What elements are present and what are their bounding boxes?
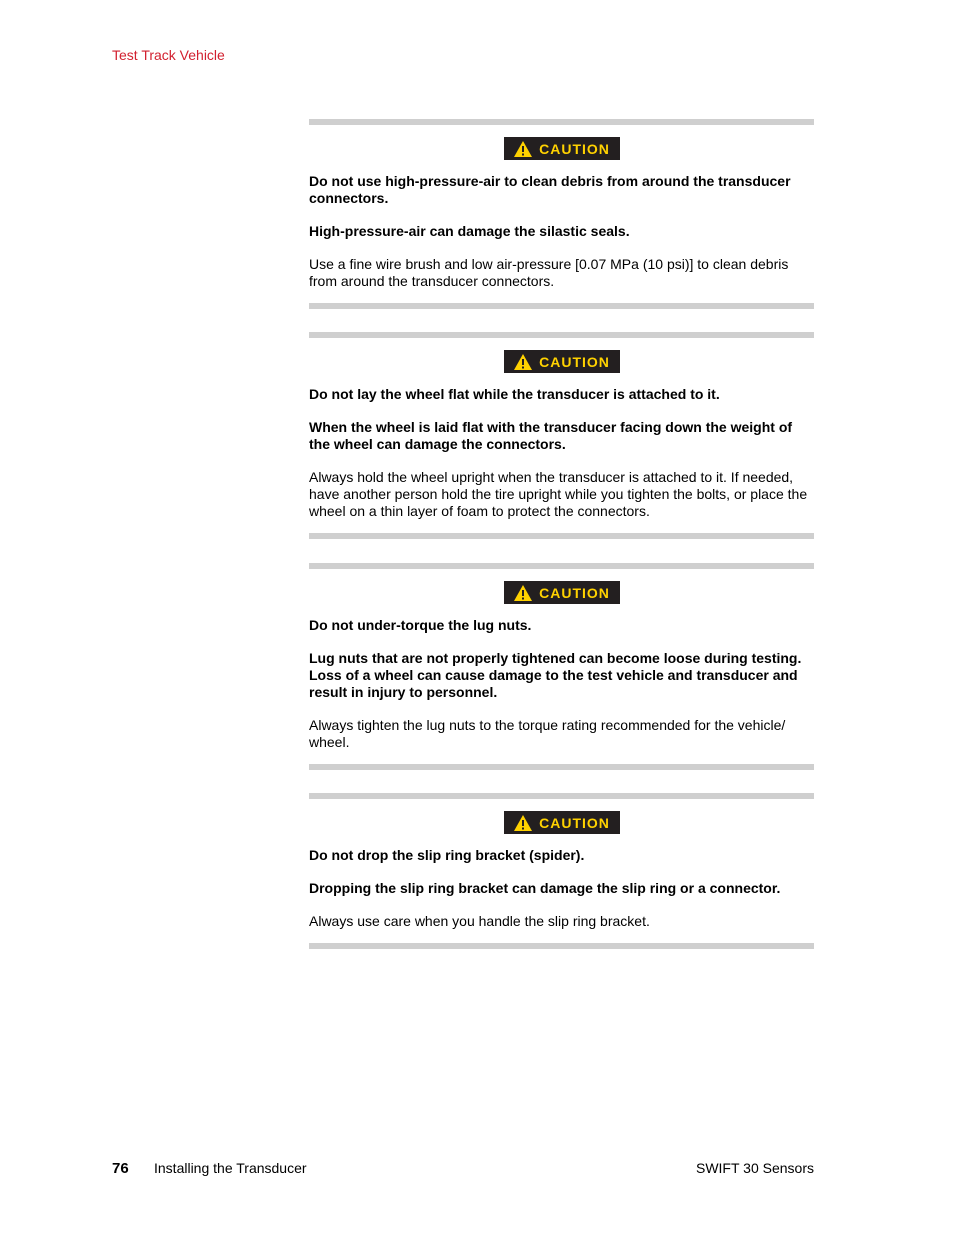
caution-badge [504, 811, 620, 834]
warning-triangle-icon [513, 353, 533, 371]
caution-block-2 [309, 332, 814, 539]
caution-instruction: Always tighten the lug nuts to the torque rating recommended for the vehicle/ wheel. [309, 717, 786, 750]
caution-block-3 [309, 563, 814, 770]
section-header: Test Track Vehicle [112, 47, 225, 63]
caution-instruction: Use a fine wire brush and low air-pressure [0.07 MPa (10 psi)] to clean debris from around the transducer connectors. [309, 256, 789, 289]
bottom-rule [309, 533, 814, 539]
warning-triangle-icon [513, 584, 533, 602]
caution-block-4 [309, 793, 814, 949]
caution-label: CAUTION [539, 584, 610, 601]
caution-consequence: High-pressure-air can damage the silastic seals. [309, 223, 630, 239]
caution-instruction: Always use care when you handle the slip ring bracket. [309, 913, 650, 929]
caution-statement: Do not use high-pressure-air to clean debris from around the transducer connectors. [309, 173, 791, 206]
bottom-rule [309, 943, 814, 949]
top-rule [309, 793, 814, 799]
top-rule [309, 332, 814, 338]
caution-statement: Do not under-torque the lug nuts. [309, 617, 532, 633]
bottom-rule [309, 764, 814, 770]
top-rule [309, 563, 814, 569]
caution-badge [504, 137, 620, 160]
footer-product: SWIFT 30 Sensors [695, 1160, 814, 1176]
caution-statement: Do not lay the wheel flat while the transducer is attached to it. [309, 386, 720, 402]
caution-instruction: Always hold the wheel upright when the transducer is attached to it. If needed, have another person hold the tire upright while you tighten the bolts, or place the wheel on a thin layer of foam to protect the connectors. [309, 469, 808, 519]
caution-consequence: Lug nuts that are not properly tightened can become loose during testing. Loss of a wheel can cause damage to the test vehicle and transducer and result in injury to personnel. [309, 650, 802, 700]
page-number: 76 [112, 1160, 129, 1177]
caution-label: CAUTION [539, 140, 610, 157]
caution-label: CAUTION [539, 814, 610, 831]
caution-badge [504, 581, 620, 604]
caution-statement: Do not drop the slip ring bracket (spider). [309, 847, 585, 863]
bottom-rule [309, 303, 814, 309]
caution-badge [504, 350, 620, 373]
warning-triangle-icon [513, 814, 533, 832]
top-rule [309, 119, 814, 125]
footer-chapter: Installing the Transducer [154, 1160, 307, 1176]
caution-consequence: Dropping the slip ring bracket can damage the slip ring or a connector. [309, 880, 781, 896]
caution-label: CAUTION [539, 353, 610, 370]
caution-consequence: When the wheel is laid flat with the transducer facing down the weight of the wheel can damage the connectors. [309, 419, 793, 452]
warning-triangle-icon [513, 140, 533, 158]
caution-block-1 [309, 119, 814, 309]
